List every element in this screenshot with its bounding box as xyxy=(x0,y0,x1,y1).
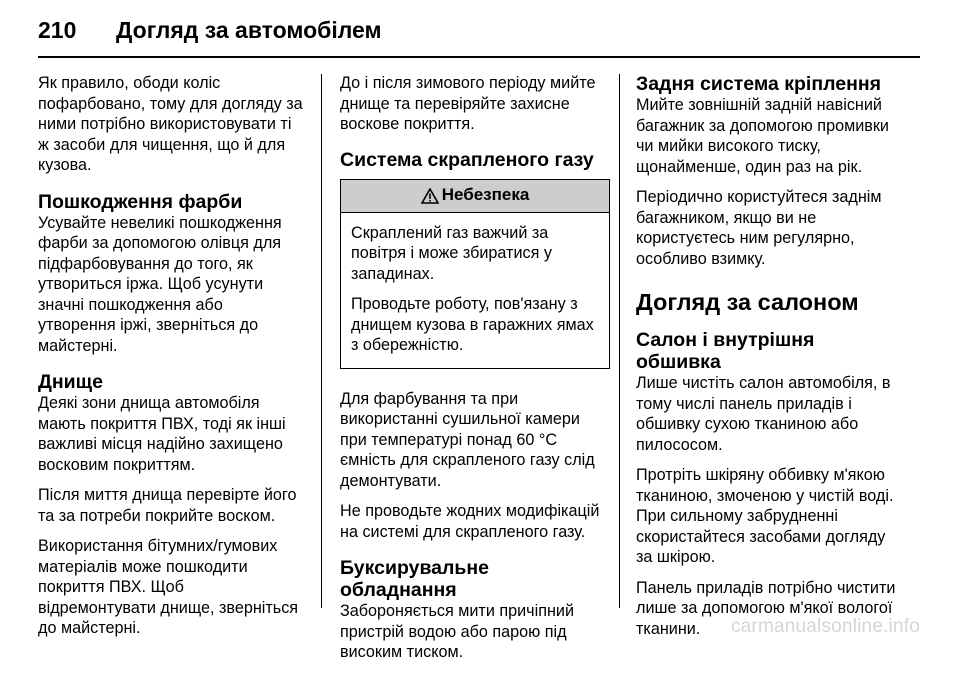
rear-carrier-paragraph-2: Періодично користуйтеся заднім багажником, якщо ви не користуєтесь ним регулярно, особливо взимку. xyxy=(636,188,882,268)
header-divider xyxy=(38,56,920,58)
danger-box-title: Небезпека xyxy=(441,185,530,205)
danger-paragraph-1: Скраплений газ важчий за повітря і може збиратися у западинах. xyxy=(351,223,552,283)
column-divider-right xyxy=(619,74,620,608)
danger-box-header xyxy=(341,180,609,213)
wheels-paragraph: Як правило, ободи коліс пофарбовано, тому для догляду за ними потрібно використовувати ті ж засоби для чищення, що й для кузова. xyxy=(38,74,303,174)
interior-trim-paragraph-2: Протріть шкіряну оббивку м'якою тканиною, змоченою у чистій воді. При сильному забрудненні скористайтеся засобами догляду за шкірою. xyxy=(636,466,894,566)
page-number: 210 xyxy=(38,16,77,43)
lpg-paragraph-2: Не проводьте жодних модифікацій на системі для скрапленого газу. xyxy=(340,502,600,541)
towing-heading: Буксирувальне обладнання xyxy=(340,557,490,601)
column-right xyxy=(636,73,901,649)
column-divider-left xyxy=(321,74,322,608)
danger-paragraph-2: Проводьте роботу, пов'язану з днищем кузова в гаражних ямах з обережністю. xyxy=(351,295,594,354)
winter-paragraph: До і після зимового періоду мийте днище та перевіряйте захисне воскове покриття. xyxy=(340,74,596,133)
lpg-paragraph-1: Для фарбування та при використанні сушильної камери при температурі понад 60 °C ємність для скрапленого газу слід демонтувати. xyxy=(340,389,595,490)
watermark: carmanualsonline.info xyxy=(730,616,920,637)
underbody-paragraph-2: Після миття днища перевірте його та за потреби покрийте воском. xyxy=(38,486,297,525)
column-middle xyxy=(340,73,610,673)
towing-paragraph: Забороняється мити причіпний пристрій водою або парою під високим тиском. xyxy=(340,602,574,661)
interior-trim-paragraph-1: Лише чистіть салон автомобіля, в тому числі панель приладів і обшивку сухою тканиною або пилососом. xyxy=(636,374,891,454)
interior-trim-paragraph-3: Панель приладів потрібно чистити лише за допомогою м'якої вологої тканини. xyxy=(636,578,896,638)
paint-damage-paragraph: Усувайте невеликі пошкодження фарби за допомогою олівця для підфарбовування до того, як утвориться іржа. Щоб усунути значні пошкодження або утворення іржі, зверніться до майстерні. xyxy=(38,213,282,355)
warning-triangle-icon xyxy=(421,188,439,204)
danger-box-body xyxy=(341,213,609,368)
rear-carrier-heading: Задня система кріплення xyxy=(636,73,882,95)
interior-care-heading: Догляд за салоном xyxy=(636,289,859,315)
underbody-paragraph-3: Використання бітумних/гумових матеріалів може пошкодити покриття ПВХ. Щоб відремонтувати днище, зверніться до майстерні. xyxy=(38,537,299,637)
page-header xyxy=(38,10,382,50)
interior-trim-heading: Салон і внутрішня обшивка xyxy=(636,329,815,373)
rear-carrier-paragraph-1: Мийте зовнішній задній навісний багажник за допомогою промивки чи мийки високого тиску, щонайменше, один раз на рік. xyxy=(636,96,889,176)
page-title: Догляд за автомобілем xyxy=(116,16,382,43)
underbody-paragraph-1: Деякі зони днища автомобіля мають покриття ПВХ, тоді як інші важливі місця надійно захищено восковим покриттям. xyxy=(38,394,286,474)
lpg-system-heading: Система скрапленого газу xyxy=(340,148,594,171)
column-left xyxy=(38,73,303,649)
paint-damage-heading: Пошкодження фарби xyxy=(38,190,243,213)
underbody-heading: Днище xyxy=(38,371,103,393)
danger-box xyxy=(340,179,610,369)
